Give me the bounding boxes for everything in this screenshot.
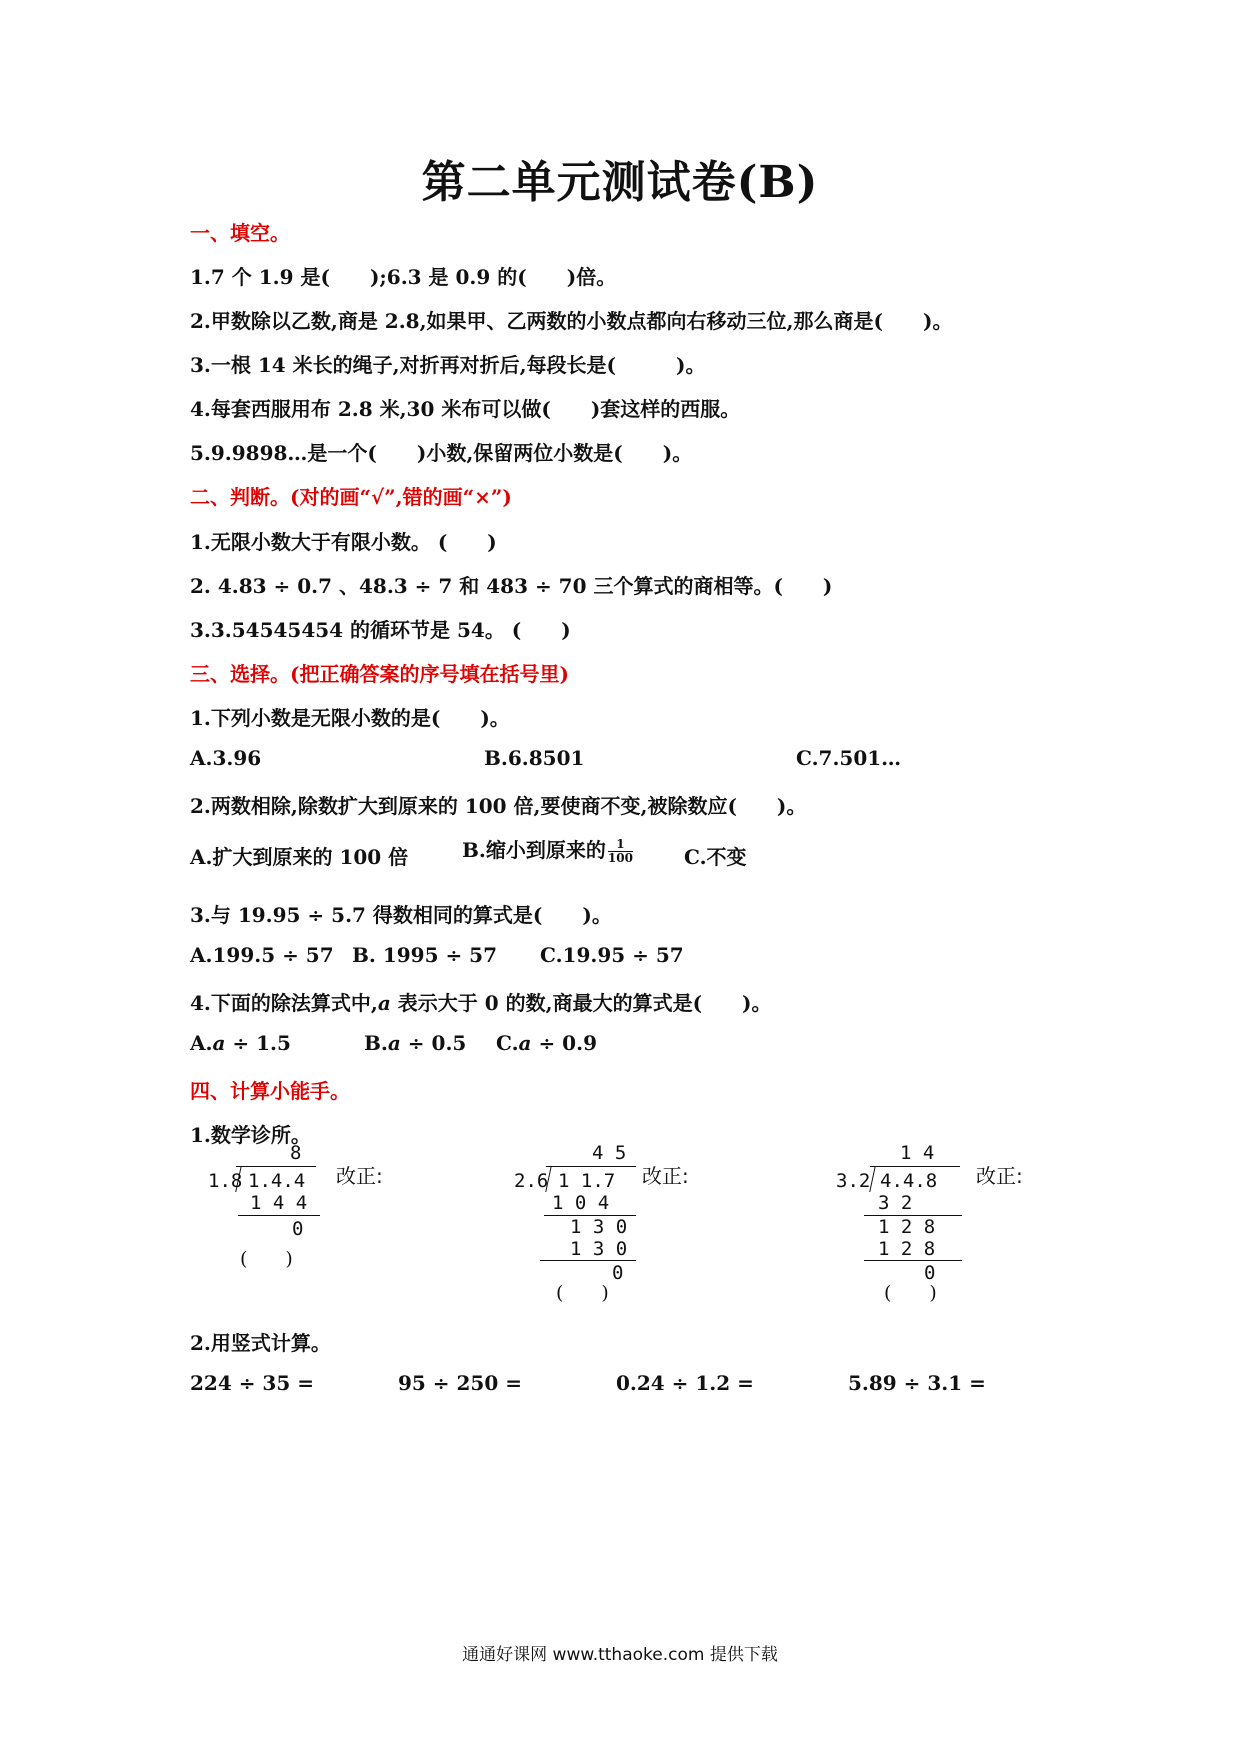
- option-prefix: A.: [190, 1031, 213, 1055]
- division-step: 1 4 4: [250, 1192, 308, 1214]
- variable-a: a: [387, 1031, 401, 1055]
- section3-heading: 三、选择。(把正确答案的序号填在括号里): [190, 662, 569, 686]
- judge-item-3: 3.3.54545454 的循环节是 54。 ( ): [190, 618, 571, 642]
- section1-heading: 一、填空。: [190, 221, 290, 245]
- remainder: 0: [612, 1262, 624, 1284]
- choice-q3-stem: 3.与 19.95 ÷ 5.7 得数相同的算式是( )。: [190, 903, 612, 927]
- divisor: 2.6: [514, 1170, 549, 1192]
- choice-q2-stem: 2.两数相除,除数扩大到原来的 100 倍,要使商不变,被除数应( )。: [190, 794, 807, 818]
- dividend: 1.4.4: [248, 1170, 306, 1192]
- division-step: 1 2 8: [878, 1216, 936, 1238]
- division-step: 3 2: [878, 1192, 913, 1214]
- choice-q1-option-a: A.3.96: [190, 746, 262, 770]
- fraction-denominator: 100: [607, 851, 633, 865]
- page-title: 第二单元测试卷(B): [421, 157, 819, 208]
- choice-q2-option-a: A.扩大到原来的 100 倍: [190, 845, 409, 869]
- choice-q1-option-b: B.6.8501: [484, 746, 585, 770]
- judge-item-2: 2. 4.83 ÷ 0.7 、48.3 ÷ 7 和 483 ÷ 70 三个算式的商相等。( ): [190, 574, 833, 598]
- correction-label: 改正:: [642, 1164, 689, 1188]
- choice-q3-option-c: C.19.95 ÷ 57: [540, 943, 684, 967]
- choice-q2-option-b: [462, 834, 633, 865]
- answer-paren: ( ): [884, 1282, 937, 1304]
- division-bracket-top: [236, 1166, 316, 1167]
- answer-paren: ( ): [556, 1282, 609, 1304]
- choice-q2-option-b-text: B.缩小到原来的: [462, 838, 606, 862]
- option-expr: ÷ 0.5: [400, 1031, 467, 1055]
- section2-heading: 二、判断。(对的画“√”,错的画“×”): [190, 485, 512, 509]
- choice-q4-option-b: [364, 1031, 466, 1055]
- fill-item-4: 4.每套西服用布 2.8 米,30 米布可以做( )套这样的西服。: [190, 397, 741, 421]
- fill-item-1: 1.7 个 1.9 是( );6.3 是 0.9 的( )倍。: [190, 265, 617, 289]
- correction-label: 改正:: [336, 1164, 383, 1188]
- calc-item-1: 224 ÷ 35 =: [190, 1371, 314, 1395]
- dividend: 1 1.7: [558, 1170, 616, 1192]
- calc-item-3: 0.24 ÷ 1.2 =: [616, 1371, 754, 1395]
- calc-item-4: 5.89 ÷ 3.1 =: [848, 1371, 986, 1395]
- option-prefix: B.: [364, 1031, 388, 1055]
- footer-source: 通通好课网 www.tthaoke.com 提供下载: [462, 1645, 778, 1665]
- fill-item-5: 5.9.9898…是一个( )小数,保留两位小数是( )。: [190, 441, 693, 465]
- choice-q4-stem-part2: 表示大于 0 的数,商最大的算式是( )。: [390, 991, 772, 1015]
- judge-item-1: 1.无限小数大于有限小数。 ( ): [190, 530, 497, 554]
- choice-q1-option-c: C.7.501…: [796, 746, 902, 770]
- division-step: 1 3 0: [570, 1238, 628, 1260]
- quotient: 1 4: [900, 1142, 935, 1164]
- remainder: 0: [924, 1262, 936, 1284]
- division-step: 1 3 0: [570, 1216, 628, 1238]
- division-line: [540, 1260, 636, 1261]
- option-expr: ÷ 0.9: [531, 1031, 597, 1055]
- choice-q2-option-c: C.不变: [684, 845, 747, 869]
- choice-q3-option-b: B. 1995 ÷ 57: [352, 943, 498, 967]
- divisor: 1.8: [208, 1170, 243, 1192]
- choice-q3-option-a: A.199.5 ÷ 57: [190, 943, 334, 967]
- choice-q4-stem-part1: 4.下面的除法算式中,: [190, 991, 378, 1015]
- divisor: 3.2: [836, 1170, 871, 1192]
- vertical-calc-title: 2.用竖式计算。: [190, 1331, 331, 1355]
- quotient: 4 5: [592, 1142, 627, 1164]
- fill-item-3: 3.一根 14 米长的绳子,对折再对折后,每段长是( )。: [190, 353, 706, 377]
- fill-item-2: 2.甲数除以乙数,商是 2.8,如果甲、乙两数的小数点都向右移动三位,那么商是( )。: [190, 309, 953, 333]
- variable-a: a: [518, 1031, 532, 1055]
- option-prefix: C.: [496, 1031, 519, 1055]
- choice-q1-stem: 1.下列小数是无限小数的是( )。: [190, 706, 510, 730]
- division-bracket-top: [546, 1166, 636, 1167]
- division-bracket-top: [870, 1166, 960, 1167]
- answer-paren: ( ): [240, 1248, 293, 1270]
- variable-a: a: [212, 1031, 226, 1055]
- division-step: 1 0 4: [552, 1192, 610, 1214]
- fraction: [608, 838, 633, 865]
- correction-label: 改正:: [976, 1164, 1023, 1188]
- section4-heading: 四、计算小能手。: [190, 1079, 350, 1103]
- diagnosis-title: 1.数学诊所。: [190, 1123, 311, 1147]
- division-step: 1 2 8: [878, 1238, 936, 1260]
- calc-item-2: 95 ÷ 250 =: [398, 1371, 522, 1395]
- division-line: [238, 1215, 320, 1216]
- choice-q4-stem: [190, 987, 772, 1016]
- quotient: 8: [290, 1142, 302, 1164]
- remainder: 0: [292, 1218, 304, 1240]
- option-expr: ÷ 1.5: [225, 1031, 291, 1055]
- choice-q4-option-c: [496, 1031, 597, 1055]
- dividend: 4.4.8: [880, 1170, 938, 1192]
- choice-q4-option-a: [190, 1031, 291, 1055]
- division-line: [864, 1260, 962, 1261]
- fraction-numerator: 1: [608, 838, 633, 852]
- variable-a: a: [377, 991, 391, 1015]
